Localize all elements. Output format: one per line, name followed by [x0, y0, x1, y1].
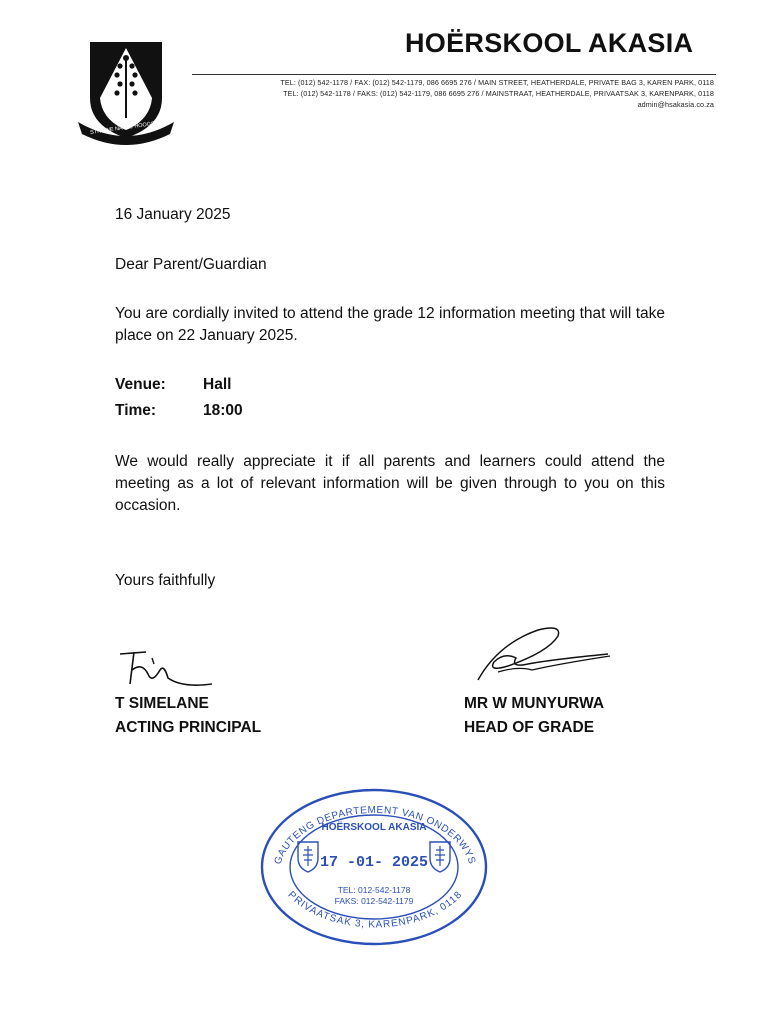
- school-stamp: [258, 786, 490, 948]
- school-crest-logo: [76, 38, 176, 146]
- venue-value: Hall: [203, 376, 232, 393]
- appreciation-paragraph: We would really appreciate it if all parents and learners could attend the meeting as a lot of relevant information will be given through to you on this occasion.: [115, 453, 665, 514]
- school-name-heading: HOËRSKOOL AKASIA: [405, 28, 694, 58]
- crest-motto: STREWE NA DIE HOOGSTE: [89, 120, 163, 136]
- closing: Yours faithfully: [115, 572, 216, 589]
- salutation: Dear Parent/Guardian: [115, 256, 267, 273]
- signatory-2-title: HEAD OF GRADE: [464, 719, 595, 736]
- head-of-grade-signature: [458, 620, 618, 690]
- contact-line-english: TEL: (012) 542-1178 / FAX: (012) 542-1179, 086 6695 276 / MAIN STREET, HEATHERDALE, PRIVATE BAG 3, KAREN PARK, 0118: [280, 78, 714, 87]
- time-value: 18:00: [203, 402, 243, 419]
- contact-line-afrikaans: TEL: (012) 542-1178 / FAKS: (012) 542-1179, 086 6695 276 / MAINSTRAAT, HEATHERDALE, PRIVAATSAK 3, KARENPARK, 0118: [283, 89, 714, 98]
- invitation-paragraph: You are cordially invited to attend the grade 12 information meeting that will take place on 22 January 2025.: [115, 305, 665, 344]
- stamp-crest-left-icon: [298, 842, 318, 872]
- stamp-crest-right-icon: [430, 842, 450, 872]
- stamp-school-name: HOËRSKOOL AKASIA: [321, 822, 427, 833]
- stamp-outer-top-text: GAUTENG DEPARTEMENT VAN ONDERWYS: [272, 804, 478, 866]
- letter-date: 16 January 2025: [115, 206, 231, 223]
- venue-label: Venue:: [115, 376, 166, 393]
- principal-signature: [112, 640, 222, 694]
- signatory-1-title: ACTING PRINCIPAL: [115, 719, 262, 736]
- signatory-2-name: MR W MUNYURWA: [464, 695, 605, 712]
- time-label: Time:: [115, 402, 157, 419]
- signatory-1-name: T SIMELANE: [115, 695, 209, 712]
- contact-email: admin@hsakasia.co.za: [637, 100, 714, 109]
- stamp-date: 17 -01- 2025: [319, 854, 429, 871]
- letterhead-divider: [192, 74, 716, 75]
- stamp-tel: TEL: 012-542-1178: [337, 885, 411, 895]
- stamp-outer-bottom-text: PRIVAATSAK 3, KARENPARK, 0118: [285, 889, 465, 931]
- stamp-faks: FAKS: 012-542-1179: [334, 896, 414, 906]
